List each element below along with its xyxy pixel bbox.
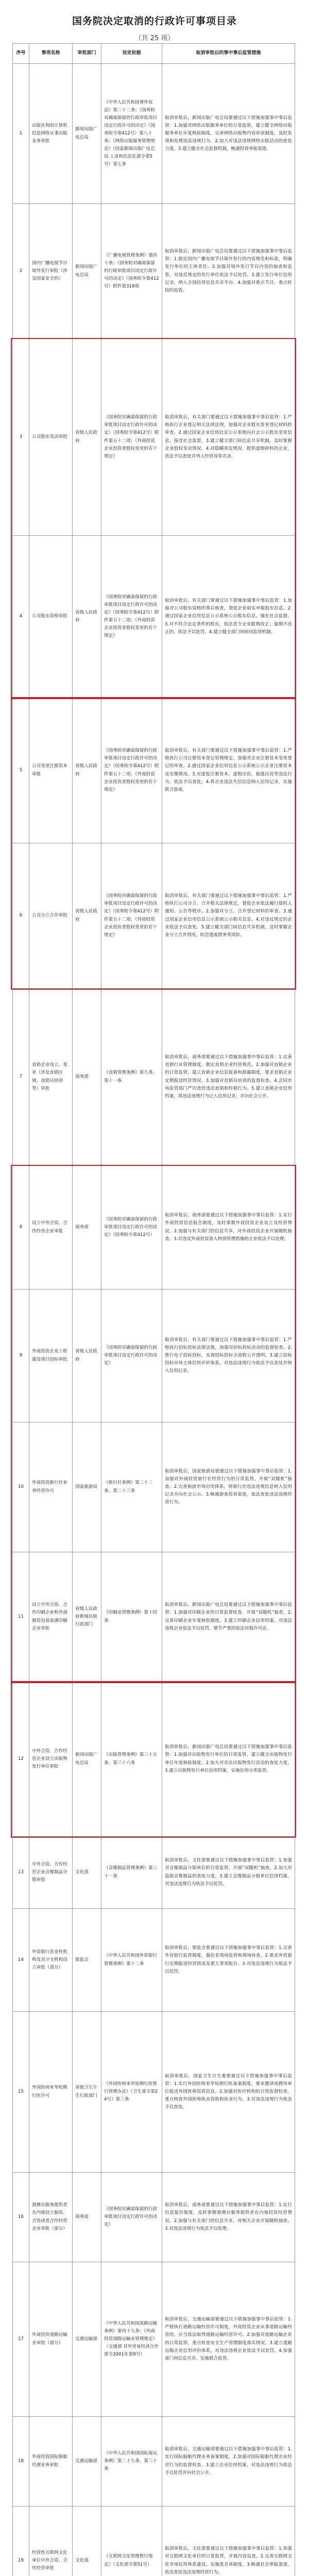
table-row bbox=[13, 1290, 295, 1422]
row-legal-basis: 《中华人民共和国国际海运条例》第二十九条、第三十条 bbox=[101, 2417, 162, 2506]
page-subtitle: （共 25 项） bbox=[134, 35, 175, 42]
row-supervision-measures: 取消审批后，有关部门要通过以下措施加强事中事后监管：1.严格执行公司分立、合并相关法律规定，督促企业依法履行债权人通知、公告等程序。2.加强对分立、合并登记材料的审查。3.通过国家企业信用信息公示系统公示相关信息。4.对违反规定的企业依法予以查处。5.建立健全部门间信息共享机制，及时掌握企业分立合并情况，防范逃废债务等风险。 bbox=[162, 843, 295, 989]
row-legal-basis: 《国务院对确需保留的行政审批项目设定行政许可的决定》（国务院令第412号）附件第五十二项；《外商投资企业投资者股权变更的若干规定》 bbox=[101, 339, 162, 536]
row-legal-basis: 《中华人民共和国道路运输条例》第四十九条；《外商投资道路运输业管理规定》（交通部 对外贸易经济合作部令2001年第9号） bbox=[101, 2262, 162, 2417]
row-department: 省级人民政府 bbox=[73, 536, 101, 698]
row-legal-basis: 《国务院对确需保留的行政审批项目设定行政许可的决定》 bbox=[101, 1290, 162, 1422]
table-row bbox=[13, 2417, 295, 2506]
row-legal-basis: 《国务院对确需保留的行政审批项目设定行政许可的决定》（国务院令第412号）附件第五十二项；《外商投资企业投资者股权变更的若干规定》 bbox=[101, 843, 162, 989]
row-legal-basis: 《广播电视管理条例》第四十条；《国务院对确需保留的行政审批项目设定行政许可的决定》（国务院令第412号）附件第319项 bbox=[101, 204, 162, 339]
permit-table bbox=[12, 43, 295, 2576]
permit-table-wrap bbox=[12, 43, 295, 2576]
row-item-name: 直销企业设立、变更（涉及直销区域、直销员培训等）审批 bbox=[29, 989, 73, 1166]
row-supervision-measures: 取消审批后，商务部要通过以下措施加强事中事后监管：1.完善直销行业管理制度，制定直销企业经营规范。2.加强对直销企业的日常监管，建立直销企业信息报备和披露制度，要求直销企业定期报送经营情况。3.加强对直销员培训的监督检查。4.会同市场监管部门严厉查处违法直销和传销行为。5.建立直销企业信用档案，将违法违规行为记入信用记录，并向社会公开。 bbox=[162, 989, 295, 1166]
row-number: 16 bbox=[13, 2173, 29, 2262]
table-row bbox=[13, 204, 295, 339]
table-row bbox=[13, 339, 295, 536]
row-supervision-measures: 取消审批后，文化部要通过以下措施加强事中事后监管：1.加强对音像制品分销单位的日常监管，开展“双随机”抽查。2.加大对盗版音像制品的查处力度。3.建立音像制品分销单位信用档案，对违法违规行为依法予以处罚。 bbox=[162, 1837, 295, 1909]
row-supervision-measures: 取消审批后，国家卫生计生委要通过以下措施加强事中事后监管：1.实行外国医师来华短期行医备案制度，要求邀请或聘用单位报送外国医师资质信息。2.加强对医疗机构的日常监督检查，重点核查外国医师执业资格和执业行为。3.对违法违规行为依法予以查处。 bbox=[162, 2012, 295, 2173]
row-number: 15 bbox=[13, 2012, 29, 2173]
row-number: 19 bbox=[13, 2506, 29, 2576]
row-department: 新闻出版广电总局 bbox=[73, 1682, 101, 1837]
row-number: 5 bbox=[13, 698, 29, 843]
table-row bbox=[13, 2012, 295, 2173]
row-department: 新闻出版广电总局 bbox=[73, 64, 101, 204]
row-number: 1 bbox=[13, 64, 29, 204]
table-header-row bbox=[13, 44, 295, 64]
row-legal-basis: 《国务院对确需保留的行政审批项目设定行政许可的决定》（国务院令第412号）附件第五十二项；《外商投资企业投资者股权变更的若干规定》 bbox=[101, 536, 162, 698]
row-item-name: 设立中外合资、合作印刷企业和外商独资包装装潢印刷企业审批 bbox=[29, 1552, 73, 1682]
table-row bbox=[13, 1422, 295, 1552]
row-number: 7 bbox=[13, 989, 29, 1166]
row-supervision-measures: 取消审批后，有关部门要通过以下措施加强事中事后监管：1.严格执行公司注册资本登记管理规定，加强对企业注册资本变更登记的审查。2.通过国家企业信用信息公示系统公示企业注册资本及实缴情况。3.对虚报注册资本、虚假出资、抽逃出资等违法行为，依法予以查处。4.将企业违法失信信息纳入信用记录，实施联合惩戒。 bbox=[162, 698, 295, 843]
row-number: 2 bbox=[13, 204, 29, 339]
row-supervision-measures: 取消审批后，新闻出版广电总局要通过以下措施加强事中事后监管：1.制定国内广播电视节目境外发行的内容规范和标准，明确发行单位的主体责任。2.加强对境外发行节目内容的抽查和监看，对违反规定的发行单位依法予以处罚。3.建立发行单位信用记录，纳入全国信用信息共享平台。4.加强对重点节目、重点时段的监管。 bbox=[162, 204, 295, 339]
row-supervision-measures: 取消审批后，商务部要通过以下措施加强事中事后监管：1.实行信息报告制度，及时掌握港澳台服务提供者在内地投资经营情况。2.加强与有关部门的信息共享，对相关企业开展随机抽查。3.对违法违规行为依法予以处理。 bbox=[162, 2173, 295, 2262]
row-number: 8 bbox=[13, 1166, 29, 1290]
row-department: 商务部 bbox=[73, 989, 101, 1166]
row-number: 14 bbox=[13, 1909, 29, 2012]
row-item-name: 中外合资、合作经营企业音像制品分销审批 bbox=[29, 1837, 73, 1909]
row-department: 文化部 bbox=[73, 2506, 101, 2576]
row-number: 11 bbox=[13, 1552, 29, 1682]
row-department: 交通运输部 bbox=[73, 2262, 101, 2417]
row-department: 国家旅游局 bbox=[73, 1422, 101, 1552]
row-item-name: 设立中外合资、合作经营企业审批 bbox=[29, 1166, 73, 1290]
row-item-name: 中外合资、合作经营企业设立出版物发行单位审批 bbox=[29, 1682, 73, 1837]
row-department: 省级人民政府 bbox=[73, 339, 101, 536]
row-item-name: 外商投资国际船舶代理业务审批 bbox=[29, 2417, 73, 2506]
column-header-basis: 设定依据 bbox=[101, 44, 162, 64]
row-supervision-measures: 取消审批后，有关部门要通过以下措施加强事中事后监管：1.严格执行企业登记相关法律法规，加强对企业股东变更登记材料的审查。2.通过国家企业信用信息公示系统向社会公示股东变更信息，接受社会监督。3.建立健全部门间信息共享机制，及时掌握企业股权变动情况。4.对隐瞒真实情况、提供虚假材料的企业，依法予以查处并列入经营异常名录。 bbox=[162, 339, 295, 536]
row-number: 10 bbox=[13, 1422, 29, 1552]
row-number: 13 bbox=[13, 1837, 29, 1909]
row-number: 3 bbox=[13, 339, 29, 536]
row-legal-basis: 《中华人民共和国著作权法》第二十二条；《国务院对确需保留的行政审批项目设定行政许可的决定》（国务院令第412号）第八十条；《网络出版服务管理规定》（国家新闻出版广电总局 工业和信息化部令第5号）第七条 bbox=[101, 64, 162, 204]
table-row bbox=[13, 1909, 295, 2012]
column-header-name: 事项名称 bbox=[29, 44, 73, 64]
row-legal-basis: 《国务院对确需保留的行政审批项目设定行政许可的决定》（国务院令第412号）附件第五十二项；《外商投资企业投资者股权变更的若干规定》 bbox=[101, 698, 162, 843]
row-department: 省级人民政府 bbox=[73, 843, 101, 989]
row-department: 商务部 bbox=[73, 2173, 101, 2262]
row-number: 9 bbox=[13, 1290, 29, 1422]
row-legal-basis: 《直销管理条例》第九条、第十一条 bbox=[101, 989, 162, 1166]
row-supervision-measures: 取消审批后，有关部门要通过以下措施加强事中事后监管：1.严格执行招标投标法律法规，加强对招标投标活动的监督检查。2.推行电子招标投标，实现招标投标全流程公开透明。3.建立招标投标市场主体信用评价体系，对违法违规行为依法予以查处并纳入信用记录。 bbox=[162, 1290, 295, 1422]
row-number: 4 bbox=[13, 536, 29, 698]
row-legal-basis: 《国务院对确需保留的行政审批项目设定行政许可的决定》（国务院令第412号） bbox=[101, 1166, 162, 1290]
row-department: 商务部 bbox=[73, 1166, 101, 1290]
table-row bbox=[13, 2506, 295, 2576]
row-department: 省级人民政府新闻出版行政部门 bbox=[73, 1552, 101, 1682]
row-department: 省级人民政府 bbox=[73, 698, 101, 843]
row-department: 银监会 bbox=[73, 1909, 101, 2012]
row-supervision-measures: 取消审批后，银监会要通过以下措施加强事中事后监管：1.完善外资银行监管制度，强化非现场监管和现场检查。2.要求外资银行定期报送经营情况及重大事项报告。3.对违法违规行为依法予以处罚。 bbox=[162, 1909, 295, 2012]
row-department: 省级人民政府 bbox=[73, 1290, 101, 1422]
row-item-name: 公司股东资格审批 bbox=[29, 536, 73, 698]
row-legal-basis: 《国务院对确需保留的行政审批项目设定行政许可的决定》 bbox=[101, 2173, 162, 2262]
row-legal-basis: 《外国医师来华短期行医暂行管理办法》（卫生部令第24号）第三条 bbox=[101, 2012, 162, 2173]
row-legal-basis: 《音像制品管理条例》第三十一条 bbox=[101, 1837, 162, 1909]
row-item-name: 国内广播电视节目境外发行审批（涉及国家安全的） bbox=[29, 204, 73, 339]
row-supervision-measures: 取消审批后，交通运输部要通过以下措施加强事中事后监管：1.严格执行道路运输经营许可制度，外商投资企业从事道路运输经营的，应当依法取得道路运输经营许可。2.加强对道路运输企业的日常监管，重点检查安全生产管理制度落实情况。3.建立道路运输企业信用评价体系，对违法违规企业依法予以处罚。4.加强部门间信息共享，实施联合监管。 bbox=[162, 2262, 295, 2417]
row-supervision-measures: 取消审批后，新闻出版广电总局要通过以下措施加强事中事后监管：1.加强对印刷企业的日常监督检查，开展“双随机”抽查。2.完善印刷企业年度核验制度。3.建立印刷企业信用档案，对违法违规企业依法予以处罚，情节严重的依法吊销许可证。 bbox=[162, 1552, 295, 1682]
row-supervision-measures: 取消审批后，有关部门要通过以下措施加强事中事后监管：1.加强对公司股东资格的事后核查，督促企业如实申报股东信息。2.通过国家企业信用信息公示系统公示股东信息，强化社会监督。3.对不符合法定条件的股东，依法责令企业限期改正；逾期不改正的，依法予以处罚。4.建立健全部门间协同监管机制。 bbox=[162, 536, 295, 698]
table-row bbox=[13, 2262, 295, 2417]
row-supervision-measures: 取消审批后，新闻出版广电总局要通过以下措施加强事中事后监管：1.加强对出版物发行单位的日常监管，建立健全出版物发行单位年度核验制度。2.加大对非法出版物发行活动的查处力度。3.建立出版物发行单位信用档案，实施信用分类监管。 bbox=[162, 1682, 295, 1837]
page-title: 国务院决定取消的行政许可事项目录 bbox=[72, 15, 237, 27]
column-header-measures: 取消审批后的事中事后监管措施 bbox=[162, 44, 295, 64]
row-legal-basis: 《互联网文化管理暂行规定》（文化部令第51号） bbox=[101, 2506, 162, 2576]
row-supervision-measures: 取消审批后，文化部要通过以下措施加强事中事后监管：1.加强对互联网文化单位的日常监管，开展内容巡查。2.完善互联网文化市场信用体系建设，实施黑名单制度。3.畅通社会举报渠道，依法查处违法违规经营行为。 bbox=[162, 2506, 295, 2576]
row-number: 12 bbox=[13, 1682, 29, 1837]
table-row bbox=[13, 698, 295, 843]
row-supervision-measures: 取消审批后，商务部要通过以下措施加强事中事后监管：1.实行外商投资信息报告制度，及时掌握外商投资企业设立及经营情况。2.加强与有关部门的信息共享，对外商投资企业开展随机抽查。3.对违反外商投资准入特别管理措施的企业依法予以处理。 bbox=[162, 1166, 295, 1290]
row-legal-basis: 《中华人民共和国外资银行管理条例》第十二条 bbox=[101, 1909, 162, 2012]
row-item-name: 外商投资旅行社业务经营许可 bbox=[29, 1422, 73, 1552]
row-item-name: 外商投资道路运输业审批（部分） bbox=[29, 2262, 73, 2417]
table-row bbox=[13, 536, 295, 698]
table-body bbox=[13, 64, 295, 2576]
row-item-name: 港澳台服务提供者在内地设立独资、合资或者合作经营企业审批（部分） bbox=[29, 2173, 73, 2262]
row-item-name: 出版社利用计算机信息网络从事出版业务审批 bbox=[29, 64, 73, 204]
row-number: 17 bbox=[13, 2262, 29, 2417]
table-row bbox=[13, 1837, 295, 1909]
row-supervision-measures: 取消审批后，交通运输部要通过以下措施加强事中事后监管：1.实行国际船舶代理业务备案制度。2.加强对国际船舶代理企业经营行为的监督检查。3.建立企业信用档案，对违法违规行为依法予以处罚并向社会公开。 bbox=[162, 2417, 295, 2506]
table-row bbox=[13, 989, 295, 1166]
row-item-name: 外资银行营业性机构及其分支机构设立审批（部分） bbox=[29, 1909, 73, 2012]
table-row bbox=[13, 64, 295, 204]
row-item-name: 公司股东变动审批 bbox=[29, 339, 73, 536]
row-legal-basis: 《旅行社条例》第二十二条、第二十三条 bbox=[101, 1422, 162, 1552]
row-department: 新闻出版广电总局 bbox=[73, 204, 101, 339]
column-header-department: 审批部门 bbox=[73, 44, 101, 64]
row-number: 18 bbox=[13, 2417, 29, 2506]
row-department: 文化部 bbox=[73, 1837, 101, 1909]
row-supervision-measures: 取消审批后，新闻出版广电总局要通过以下措施加强事中事后监管：1.加强对网络出版服务单位的日常监管，建立健全网络出版服务单位年度核验制度，完善网络出版物内容审读制度，及时发现和处理违法违规行为。2.加大对违法违规网络出版活动的查处力度。3.建立健全社会监督机制，畅通投诉举报渠道。 bbox=[162, 64, 295, 204]
table-row bbox=[13, 2173, 295, 2262]
row-item-name: 公司变更注册资本审批 bbox=[29, 698, 73, 843]
row-number: 6 bbox=[13, 843, 29, 989]
row-department: 省级卫生计生行政部门 bbox=[73, 2012, 101, 2173]
table-row bbox=[13, 843, 295, 989]
row-item-name: 公司分立合并审批 bbox=[29, 843, 73, 989]
row-item-name: 外商投资企业工程建设项目招标审批 bbox=[29, 1290, 73, 1422]
table-row bbox=[13, 1682, 295, 1837]
column-header-number: 序号 bbox=[13, 44, 29, 64]
row-legal-basis: 《印刷业管理条例》第十四条 bbox=[101, 1552, 162, 1682]
row-supervision-measures: 取消审批后，国家旅游局要通过以下措施加强事中事后监管：1.加强对外商投资旅行社经营行为的日常监管，开展“双随机”抽查。2.完善旅游市场信用体系，将旅行社违法违规信息纳入信用记录并向社会公示。3.畅通游客投诉渠道，依法查处违法违规经营行为。 bbox=[162, 1422, 295, 1552]
row-legal-basis: 《出版管理条例》第三十五条、第三十六条 bbox=[101, 1682, 162, 1837]
table-row bbox=[13, 1166, 295, 1290]
table-row bbox=[13, 1552, 295, 1682]
row-item-name: 经营性互联网文化单位中外合资、合作经营审批 bbox=[29, 2506, 73, 2576]
row-department: 交通运输部 bbox=[73, 2417, 101, 2506]
row-item-name: 外国医师来华短期行医许可 bbox=[29, 2012, 73, 2173]
